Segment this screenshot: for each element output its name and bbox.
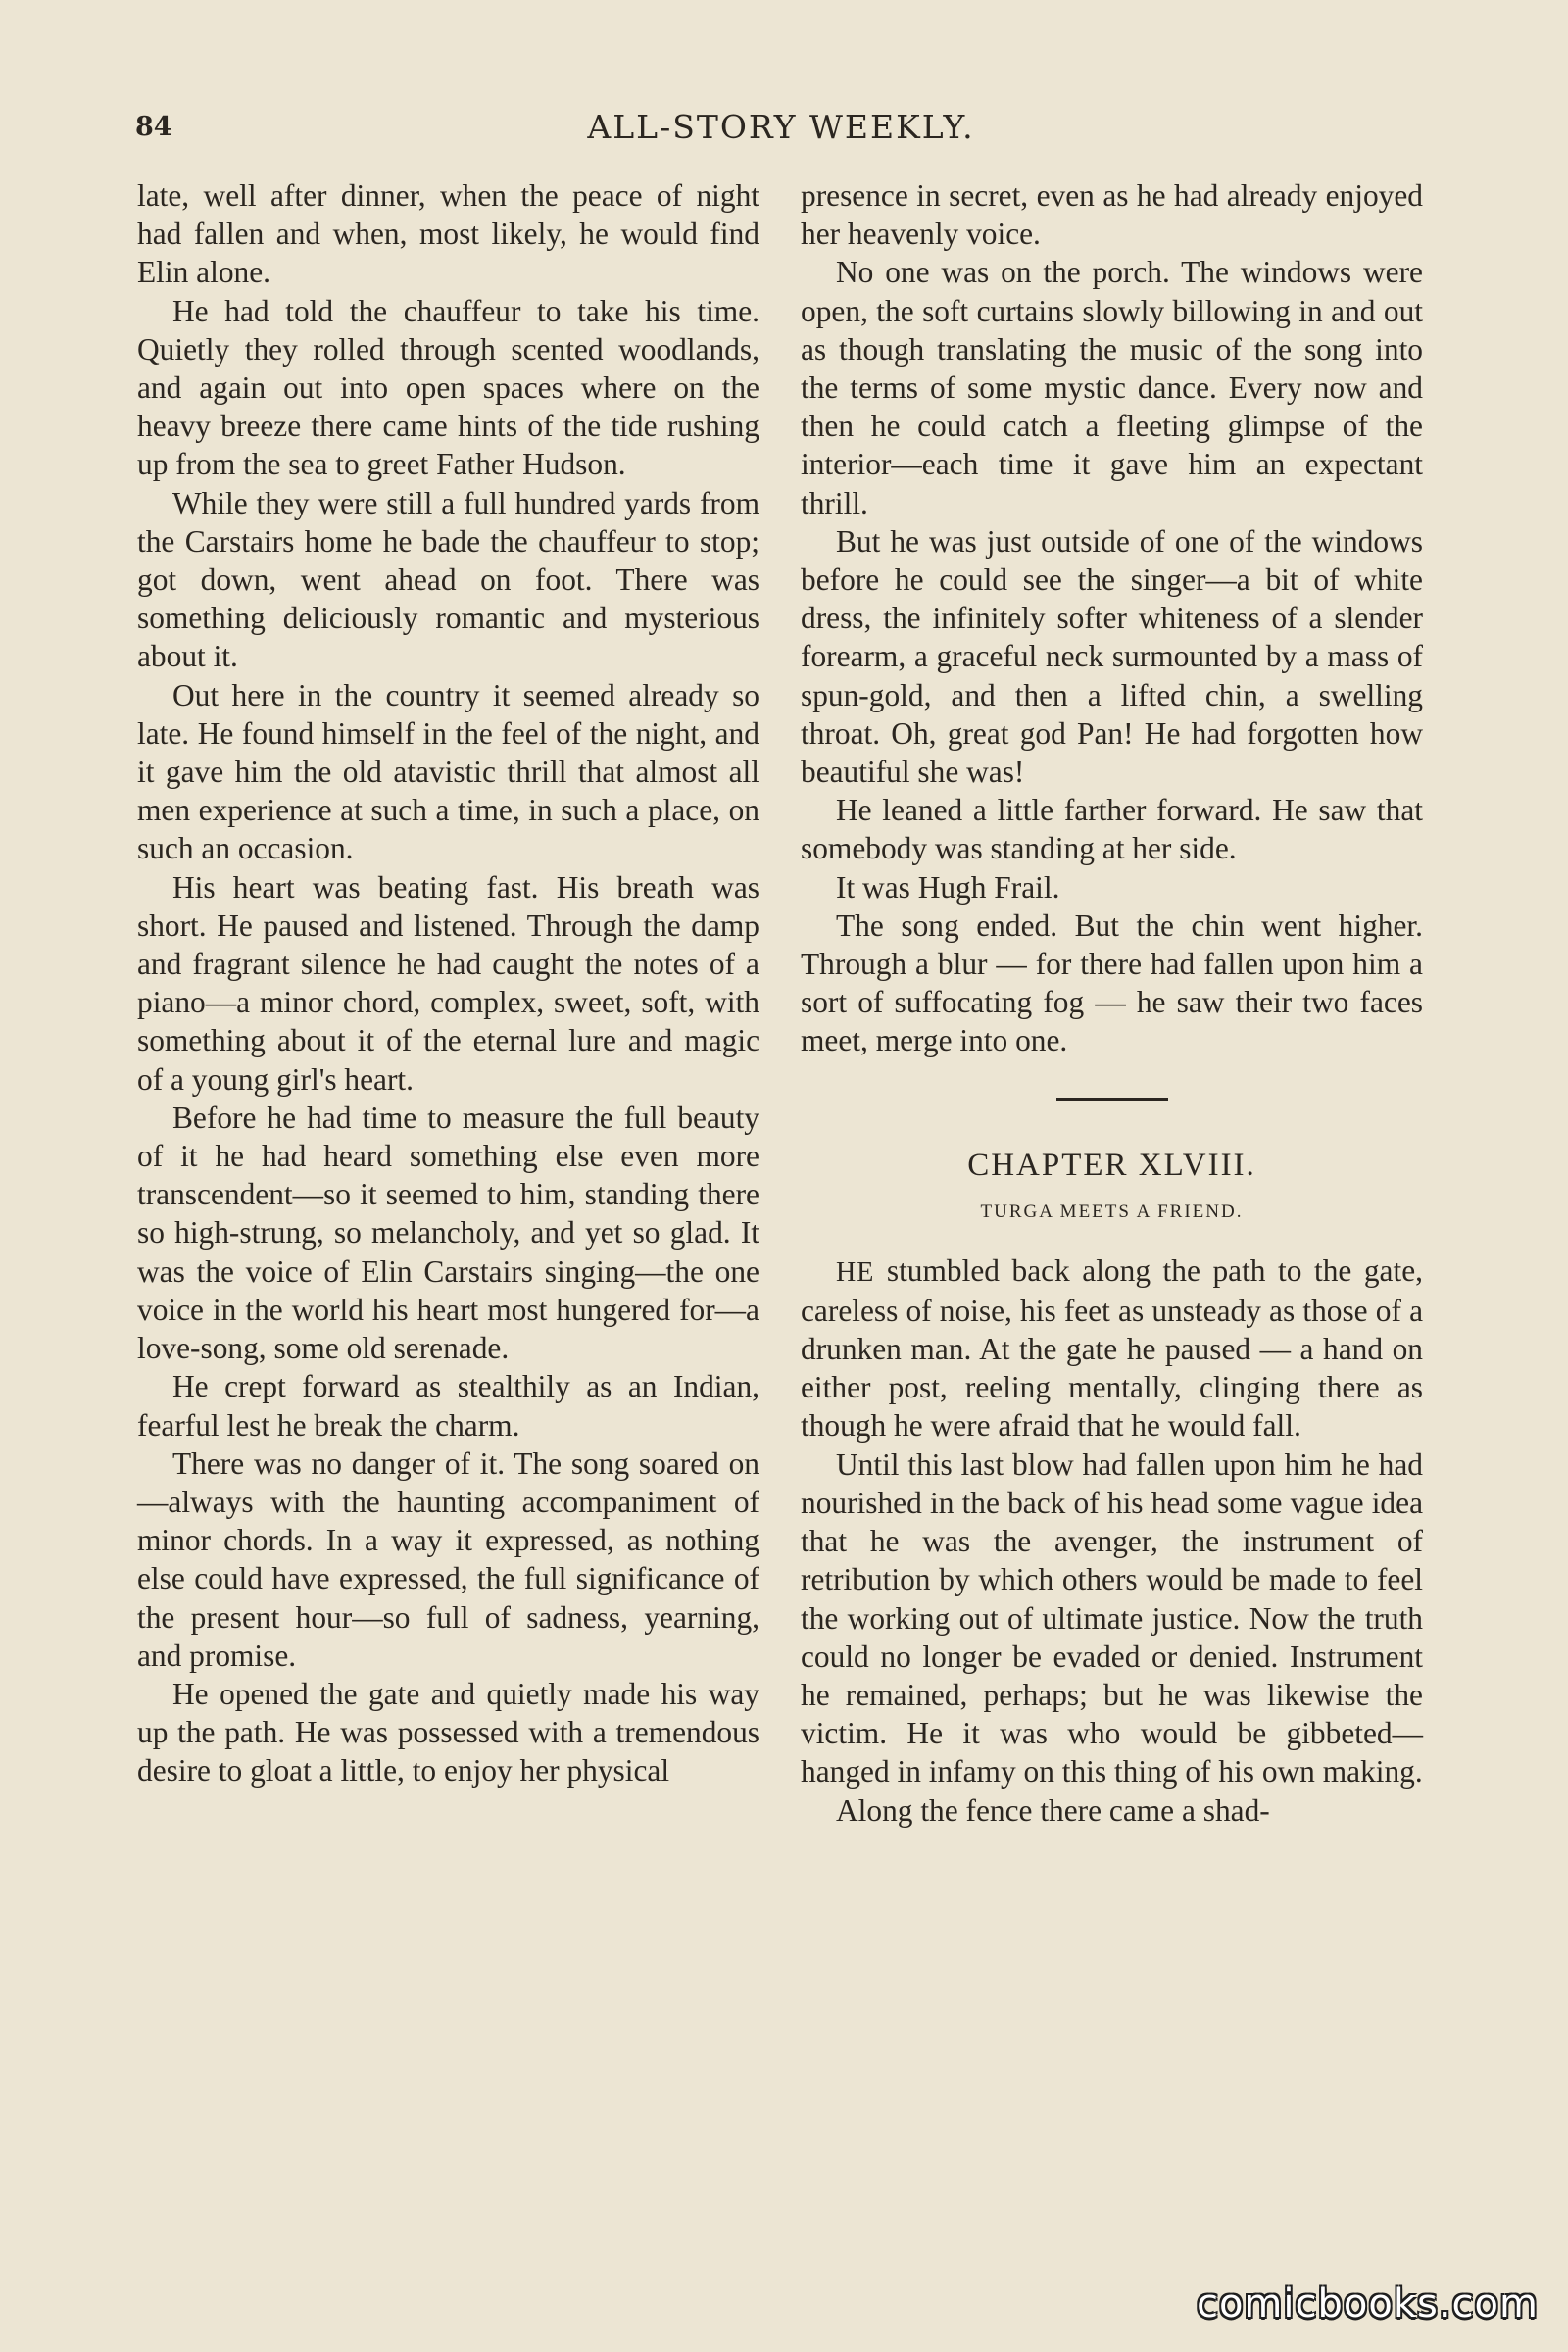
paragraph: He leaned a little farther forward. He saw that somebody was standing at her side.	[801, 793, 1423, 866]
paragraph: The song ended. But the chin went higher. Through a blur — for there had fallen upon him a sort of suffocating fog — he saw their two faces meet, merge into one.	[801, 907, 1423, 1058]
chapter-title: CHAPTER XLVIII.	[967, 1147, 1256, 1183]
paragraph: presence in secret, even as he had already enjoyed her heavenly voice.	[801, 178, 1423, 252]
paragraph: No one was on the porch. The windows were open, the soft curtains slowly billowing in and out as though translating the music of the song into the terms of some mystic dance. Every now and then he could catch a fleeting glimpse of the interior—each time it gave him an expectant thrill.	[801, 255, 1423, 520]
paragraph: While they were still a full hundred yards from the Carstairs home he bade the chauffeur to stop; got down, went ahead on foot. There was something deliciously romantic and mysterious about it.	[137, 485, 760, 674]
chapter-first-word: HE	[836, 1256, 875, 1288]
paragraph: He had told the chauffeur to take his time. Quietly they rolled through scented woodlands, and again out into open spaces where on the heavy breeze there came hints of the tide rushing up from the sea to greet Father Hudson.	[137, 293, 760, 482]
page-header	[129, 106, 1433, 149]
running-head: ALL-STORY WEEKLY.	[587, 108, 975, 146]
paragraph: Before he had time to measure the full beauty of it he had heard something else even more transcendent—so it seemed to him, standing there so high-strung, so melancholy, and yet so glad. It was the voice of Elin Carstairs singing—the one voice in the world his heart most hungered for—a love-song, some old serenade.	[137, 1100, 760, 1366]
chapter-subtitle: TURGA MEETS A FRIEND.	[980, 1200, 1244, 1222]
watermark: comicbooks.com	[1196, 2281, 1539, 2327]
right-column	[801, 176, 1423, 1830]
paragraph: He opened the gate and quietly made his way up the path. He was possessed with a tremendous desire to gloat a little, to enjoy her physical	[137, 1676, 760, 1788]
paragraph: Along the fence there came a shad-	[836, 1792, 1270, 1828]
section-divider	[1056, 1098, 1168, 1101]
chapter-first-paragraph-text: stumbled back along the path to the gate, careless of noise, his feet as unsteady as those of a drunken man. At the gate he paused — a hand on either post, reeling mentally, clinging there as though he were afraid that he would fall.	[801, 1252, 1423, 1444]
paragraph: His heart was beating fast. His breath was short. He paused and listened. Through the damp and fragrant silence he had caught the notes of a piano—a minor chord, complex, sweet, soft, with something about it of the eternal lure and magic of a young girl's heart.	[137, 869, 760, 1097]
page-number: 84	[135, 112, 172, 142]
paragraph: Until this last blow had fallen upon him he had nourished in the back of his head some vague idea that he was the avenger, the instrument of retribution by which others would be made to feel the working out of ultimate justice. Now the truth could no longer be evaded or denied. Instrument he remained, perhaps; but he was likewise the victim. He it was who would be gibbeted—hanged in infamy on this thing of his own making.	[801, 1446, 1423, 1789]
chapter-opening-paragraph	[801, 1251, 1423, 1446]
paragraph: He crept forward as stealthily as an Indian, fearful lest he break the charm.	[137, 1369, 760, 1443]
paragraph: But he was just outside of one of the windows before he could see the singer—a bit of white dress, the infinitely softer whiteness of a slender forearm, a graceful neck surmounted by a mass of spun-gold, and then a lifted chin, a swelling throat. Oh, great god Pan! He had forgotten how beautiful she was!	[801, 523, 1423, 790]
paragraph: Out here in the country it seemed already so late. He found himself in the feel of the night, and it gave him the old atavistic thrill that almost all men experience at such a time, in such a place, on such an occasion.	[137, 677, 760, 866]
paragraph: There was no danger of it. The song soared on—always with the haunting accompaniment of minor chords. In a way it expressed, as nothing else could have expressed, the full significance of the present hour—so full of sadness, yearning, and promise.	[137, 1446, 760, 1673]
left-column	[137, 176, 760, 1790]
paragraph: late, well after dinner, when the peace of night had fallen and when, most likely, he would find Elin alone.	[137, 178, 760, 290]
paragraph: It was Hugh Frail.	[836, 869, 1060, 905]
